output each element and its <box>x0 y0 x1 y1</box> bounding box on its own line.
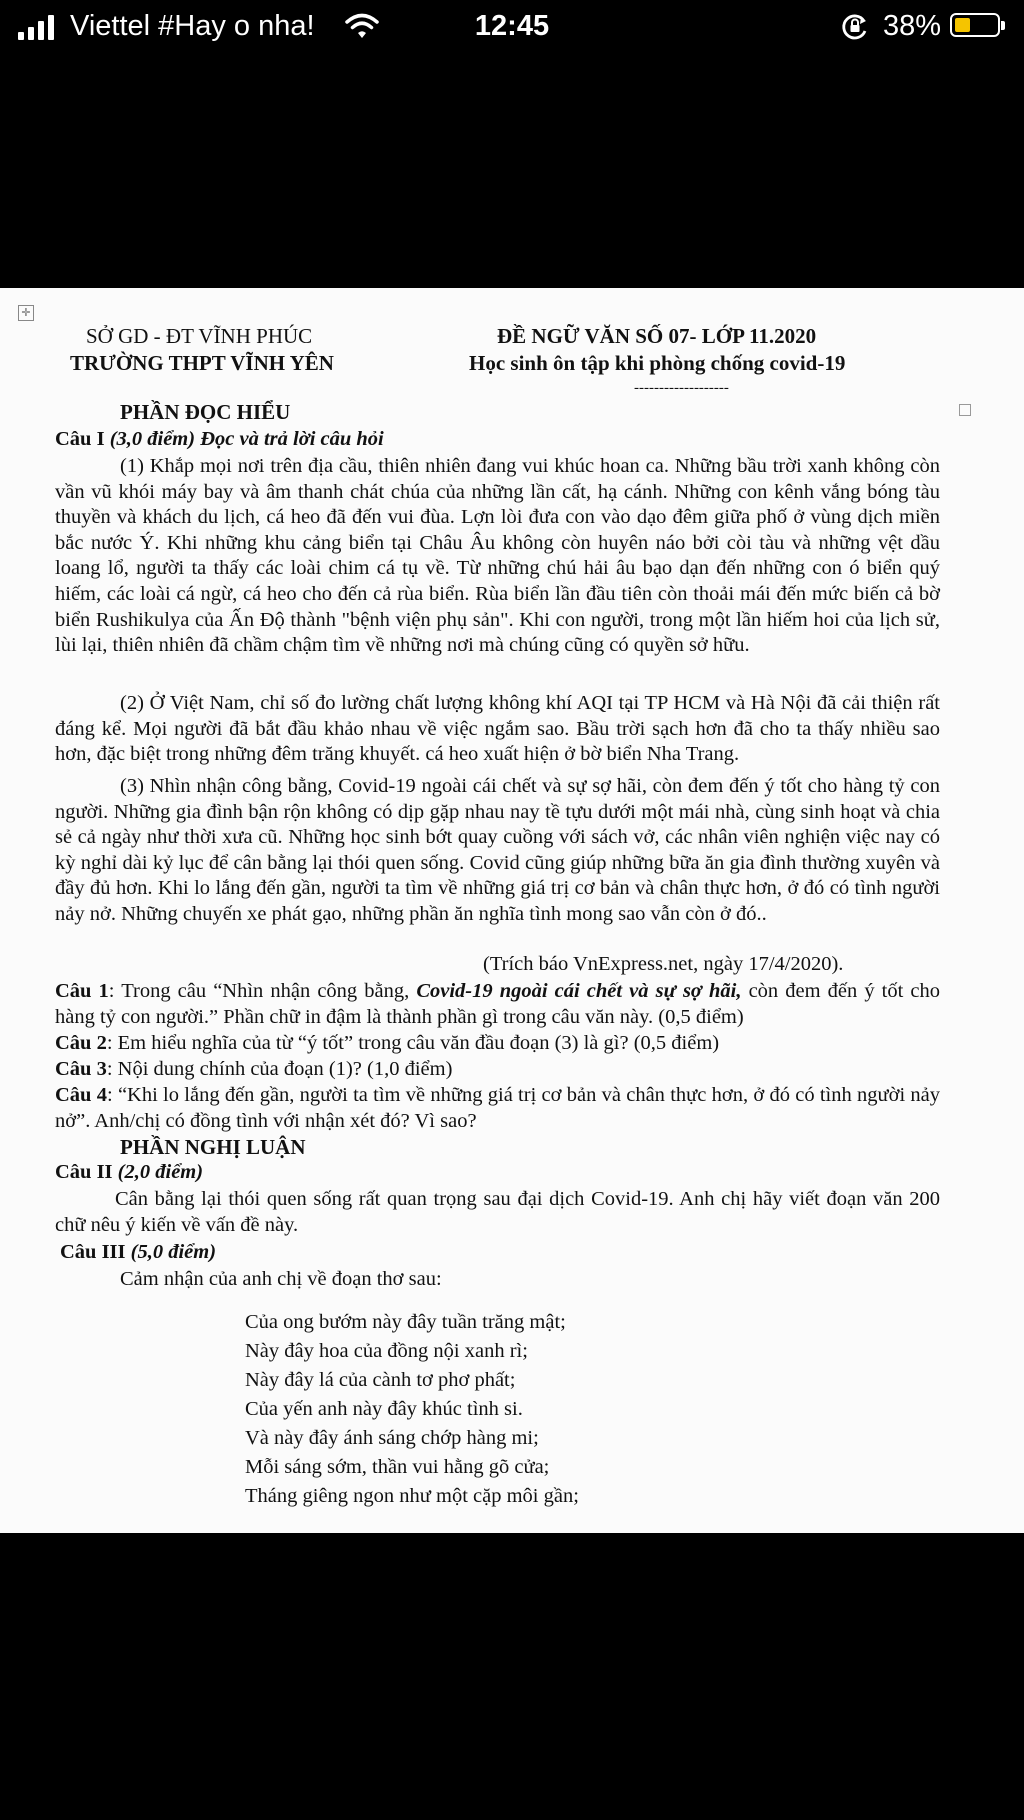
question-III-header <box>60 1241 216 1264</box>
question-4-number: Câu 4 <box>55 1084 107 1106</box>
question-1-header <box>55 428 384 451</box>
table-anchor-icon[interactable]: ✛ <box>18 305 34 321</box>
paragraph-2-text: (2) Ở Việt Nam, chỉ số đo lường chất lượng không khí AQI tại TP HCM và Hà Nội đã cải thiện rất đáng kể. Mọi người đã bắt đầu khảo nhau về việc ngắm sao. Bầu trời sạch hơn đã cho ta thấy nhiều sao hơn, đặc biệt trong những đêm trăng khuyết. cá heo xuất hiện ở bờ biển Nha Trang. <box>55 692 940 766</box>
poem-line: Mỗi sáng sớm, thần vui hằng gõ cửa; <box>245 1456 550 1478</box>
paragraph-1 <box>55 454 940 659</box>
corner-box <box>959 404 971 416</box>
question-II-text <box>55 1187 940 1238</box>
poem-excerpt <box>245 1308 579 1511</box>
question-1-bold-italic: Covid-19 ngoài cái chết và sự sợ hãi, <box>416 980 742 1002</box>
question-2-text: : Em hiểu nghĩa của từ “ý tốt” trong câu văn đầu đoạn (3) là gì? (0,5 điểm) <box>106 1032 720 1054</box>
question-3-number: Câu 3 <box>55 1058 107 1080</box>
question-2-number: Câu 2 <box>55 1032 107 1054</box>
question-3-text: : Nội dung chính của đoạn (1)? (1,0 điểm) <box>106 1058 453 1080</box>
orientation-lock-icon <box>840 12 870 50</box>
status-bar <box>0 0 1024 56</box>
reading-heading: PHẦN ĐỌC HIỂU <box>120 400 291 424</box>
header-school: TRƯỜNG THPT VĨNH YÊN <box>70 351 334 375</box>
question-1-number: Câu 1 <box>55 980 109 1002</box>
header-department: SỞ GD - ĐT VĨNH PHÚC <box>86 324 313 348</box>
question-II-header <box>55 1161 203 1184</box>
battery-percent: 38% <box>883 10 942 42</box>
paragraph-1-text: (1) Khắp mọi nơi trên địa cầu, thiên nhiên đang vui khúc hoan ca. Những bầu trời xanh không còn vần vũ khói máy bay và âm thanh chát chúa của những lần cất, hạ cánh. Những con kênh vắng bóng tàu thuyền và khách du lịch, cá heo đã đến vui đùa. Lợn lòi đưa con vào dạo đêm giữa phố ở vùng dịch miền bắc nước Ý. Khi những khu cảng biển tại Châu Âu không còn huyên náo bởi còi tàu và những vệt dầu loang lổ, người ta thấy các loài chim cá tụ về. Từ những chú hải âu bạo dạn đến những con ó biển quý hiếm, các loài cá ngừ, cá heo cho đến cả rùa biển. Rùa biển lần đầu tiên còn thoải mái đến mức biến cả bờ biển Rushikulya của Ấn Độ thành "bệnh viện phụ sản". Khi con người, trong một lần hiếm hoi của lịch sử, lùi lại, thiên nhiên đã chầm chậm tìm về những nơi mà chúng cũng có quyền sở hữu. <box>55 455 940 657</box>
poem-line: Này đây hoa của đồng nội xanh rì; <box>245 1340 528 1362</box>
poem-line: Tháng giêng ngon như một cặp môi gần; <box>245 1485 579 1507</box>
header-exam-subtitle: Học sinh ôn tập khi phòng chống covid-19 <box>469 351 846 375</box>
header-rule: ------------------- <box>634 380 729 396</box>
question-1-label: Câu I <box>55 428 105 450</box>
question-2 <box>55 1031 940 1057</box>
poem-line: Và này đây ánh sáng chớp hàng mi; <box>245 1427 539 1449</box>
question-II-body: Cân bằng lại thói quen sống rất quan trọng sau đại dịch Covid-19. Anh chị hãy viết đoạn văn 200 chữ nêu ý kiến về vấn đề này. <box>55 1188 940 1236</box>
question-II-label: Câu II <box>55 1161 113 1183</box>
question-1 <box>55 979 940 1030</box>
question-III-meta: (5,0 điểm) <box>130 1241 217 1263</box>
question-1-meta: (3,0 điểm) Đọc và trả lời câu hỏi <box>109 428 384 450</box>
question-II-meta: (2,0 điểm) <box>117 1161 204 1183</box>
paragraph-2 <box>55 691 940 768</box>
question-III-label: Câu III <box>60 1241 126 1263</box>
battery-icon <box>950 13 1000 37</box>
poem-line: Này đây lá của cành tơ phơ phất; <box>245 1369 516 1391</box>
poem-line: Của ong bướm này đây tuần trăng mật; <box>245 1311 566 1333</box>
header-exam-title: ĐỀ NGỮ VĂN SỐ 07- LỚP 11.2020 <box>497 324 817 348</box>
question-1-text-a: : Trong câu “Nhìn nhận công bằng, <box>108 980 417 1002</box>
paragraph-3 <box>55 774 940 928</box>
battery-level-fill <box>955 18 970 32</box>
question-4 <box>55 1083 940 1134</box>
clock-time: 12:45 <box>474 10 550 42</box>
source-citation: (Trích báo VnExpress.net, ngày 17/4/2020). <box>483 953 844 975</box>
carrier-name: Viettel #Hay o nha! <box>70 10 315 42</box>
essay-heading: PHẦN NGHỊ LUẬN <box>120 1135 306 1159</box>
question-4-text: : “Khi lo lắng đến gần, người ta tìm về những giá trị cơ bản và chân thực hơn, ở đó có tình người nảy nở”. Anh/chị có đồng tình với nhận xét đó? Vì sao? <box>55 1084 940 1132</box>
paragraph-3-text: (3) Nhìn nhận công bằng, Covid-19 ngoài cái chết và sự sợ hãi, còn đem đến ý tốt cho hàng tỷ con người. Những gia đình bận rộn không có dịp gặp nhau nay tề tựu dưới một mái nhà, cùng sinh hoạt và chia sẻ cả ngày như thời xưa cũ. Những học sinh bớt quay cuồng với sách vở, các nhân viên nghiện việc nay có kỳ nghỉ dài kỷ lục để cân bằng lại thói quen sống. Covid cũng giúp những bữa ăn gia đình thường xuyên và đầy đủ hơn. Khi lo lắng đến gần, người ta tìm về những giá trị cơ bản và chân thực hơn, ở đó có tình người nảy nở. Những chuyến xe phát gạo, những phần ăn nghĩa tình mong sao vẫn còn ở đó.. <box>55 775 940 925</box>
question-1-text-c: còn đem đến ý tốt cho hàng tỷ con người.” Phần chữ in đậm là thành phần gì trong câu văn này. (0,5 điểm) <box>55 980 940 1028</box>
question-III-prompt: Cảm nhận của anh chị về đoạn thơ sau: <box>120 1268 442 1290</box>
question-3 <box>55 1057 940 1083</box>
poem-line: Của yến anh này đây khúc tình si. <box>245 1398 523 1420</box>
document-page[interactable] <box>0 288 1024 1533</box>
